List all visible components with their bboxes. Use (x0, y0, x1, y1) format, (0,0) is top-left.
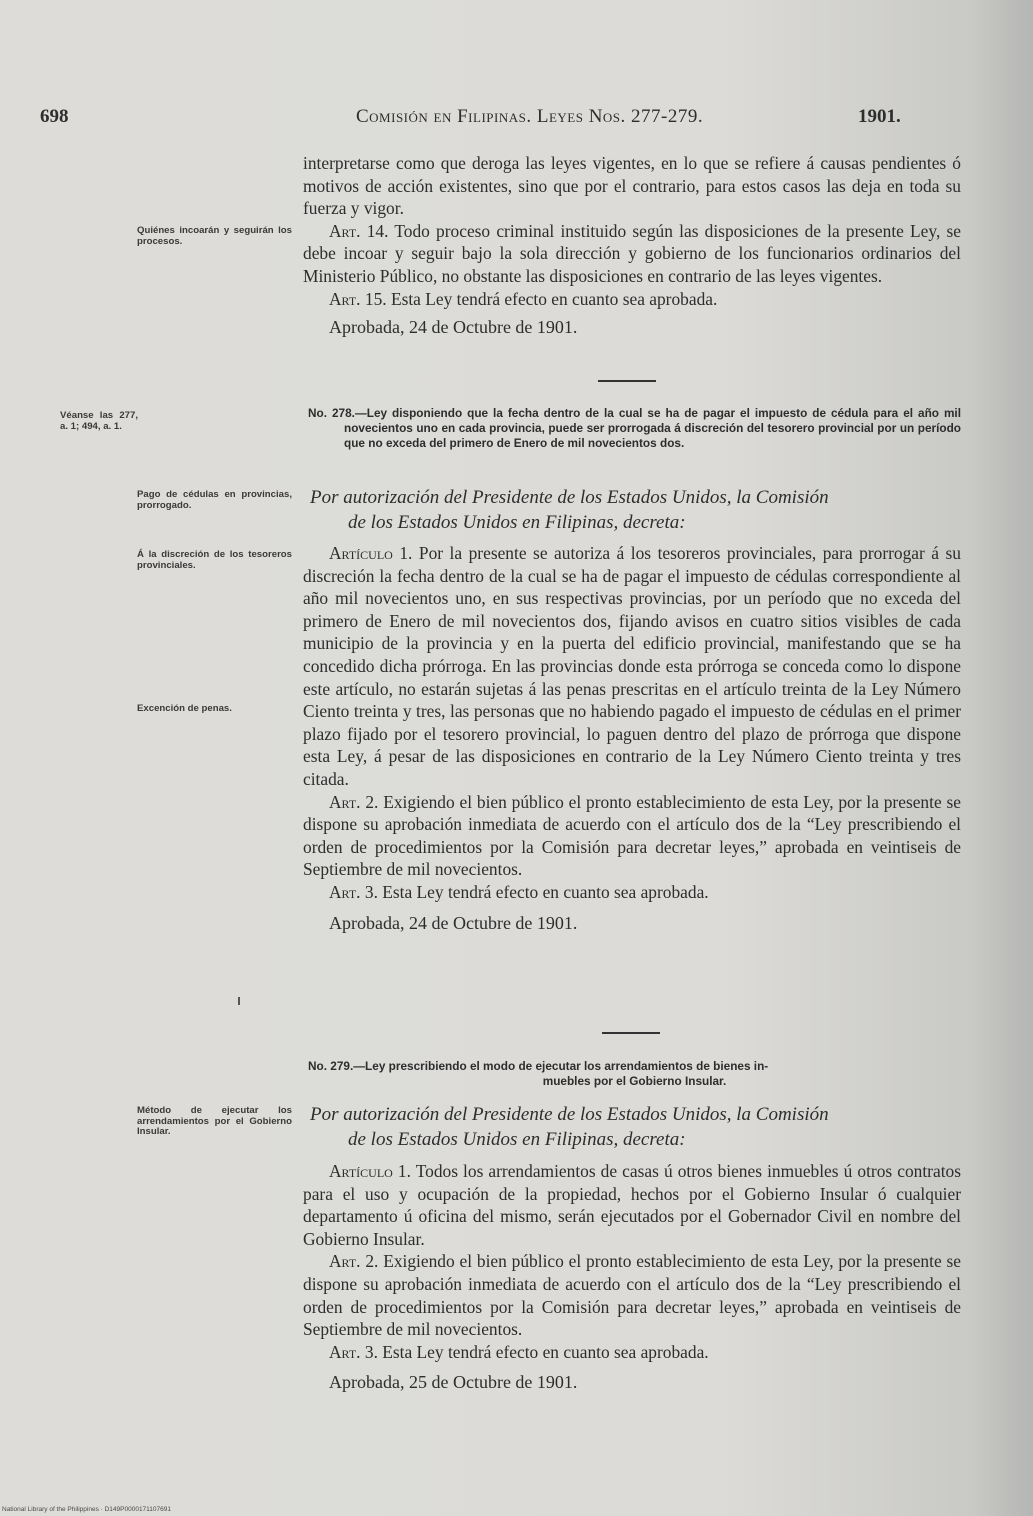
law-279-article-3-text: Esta Ley tendrá efecto en cuanto sea aprobada. (377, 1341, 709, 1362)
margin-note-excencion: Excención de penas. (137, 703, 232, 714)
running-head (40, 106, 910, 136)
margin-note-quienes: Quiénes incoarán y seguirán los procesos. (137, 225, 292, 247)
margin-note-discrecion: Á la discreción de los tesoreros provinciales. (137, 549, 292, 571)
law-279-article-1-label: Artículo 1. (329, 1161, 411, 1181)
approved-date-279: Aprobada, 25 de Octubre de 1901. (329, 1372, 578, 1393)
law-279-article-1-text: Todos los arrendamientos de casas ú otros bienes inmuebles ú otros contratos para el uso y ocupación de la propiedad, hechos por el Gobierno Insular ó cualquier departamento ú oficina del mismo, serán ejecutados por el Gobernador Civil en nombre del Gobierno Insular. (303, 1161, 961, 1249)
continuation-section (303, 152, 961, 339)
law-278-article-1-text: Por la presente se autoriza á los tesoreros provinciales, para prorrogar á su discreción la fecha dentro de la cual se ha de pagar el impuesto de cédulas correspondiente al año mil novecientos uno, en sus respectivas provincias, por un período que no exceda del primero de Enero de mil novecientos dos, fijando avisos en cuatro sitios visibles de cada municipio de la provincia y en la puerta del edificio provincial, manifestando que se ha concedido dicha prórroga. En las provincias donde esta prórroga se conceda como lo dispone este artículo, no estarán sujetas á las penas prescritas en el artículo treinta de la Ley Número Ciento treinta y tres, las personas que no habiendo pagado el impuesto de cédulas en el primer plazo fijado por el tesorero provincial, lo paguen dentro del plazo de prórroga que dispone esta Ley, á pesar de las disposiciones en contrario de la Ley Número Ciento treinta y tres citada. (303, 543, 961, 789)
law-279-enacting-clause (310, 1102, 960, 1152)
law-278-article-2-text: Exigiendo el bien público el pronto establecimiento de esta Ley, por la presente se dispone su aprobación inmediata de acuerdo con el artículo dos de la “Ley prescribiendo el orden de procedimientos por la Comisión para decretar leyes,” aprobada en veintiseis de Septiembre de mil novecientos. (303, 791, 961, 880)
section-divider-1 (598, 380, 656, 382)
law-279-article-2-text: Exigiendo el bien público el pronto establecimiento de esta Ley, por la presente se dispone su aprobación inmediata de acuerdo con el artículo dos de la “Ley prescribiendo el orden de procedimientos por la Comisión para decretar leyes,” aprobada en veintiseis de Septiembre de mil novecientos. (303, 1251, 961, 1340)
running-head-title: Comisión en Filipinas. Leyes Nos. 277-279. (356, 106, 704, 127)
margin-note-veanse: Véanse las 277, a. 1; 494, a. 1. (60, 410, 138, 432)
law-278-body (303, 542, 961, 934)
law-279-number: No. 279. (308, 1059, 354, 1073)
law-278-title (308, 406, 961, 451)
approved-date-278: Aprobada, 24 de Octubre de 1901. (329, 912, 578, 933)
law-279-title (308, 1059, 961, 1089)
law-278-article-3-text: Esta Ley tendrá efecto en cuanto sea aprobada. (377, 881, 709, 902)
law-278-title-text: —Ley disponiendo que la fecha dentro de la cual se ha de pagar el impuesto de cédula para el año mil novecientos uno en cada provincia, puede ser prorrogada á discreción del tesorero provincial por un período que no exceda del primero de Enero de mil novecientos dos. (344, 406, 961, 450)
running-head-year: 1901. (858, 106, 901, 127)
law-279-body (303, 1160, 961, 1394)
margin-note-pago: Pago de cédulas en provincias, prorrogado. (137, 489, 292, 511)
law-278-article-1 (303, 542, 961, 791)
law-279-article-3 (303, 1341, 961, 1364)
law-278-article-2 (303, 791, 961, 881)
section-divider-2 (602, 1032, 660, 1034)
law-278-number: No. 278. (308, 406, 355, 420)
approved-date-277: Aprobada, 24 de Octubre de 1901. (329, 317, 578, 338)
law-279-enact-line-2: de los Estados Unidos en Filipinas, decreta: (348, 1129, 686, 1150)
margin-note-metodo: Método de ejecutar los arrendamientos por el Gobierno Insular. (137, 1105, 292, 1138)
article-14-label: Art. 14. (329, 220, 389, 241)
law-279-article-3-label: Art. 3. (329, 1341, 378, 1362)
law-279-enact-line-1: Por autorización del Presidente de los Estados Unidos, la Comisión (310, 1104, 829, 1125)
law-278-article-2-label: Art. 2. (329, 791, 379, 812)
law-279-article-2-label: Art. 2. (329, 1251, 379, 1272)
law-278-enact-line-2: de los Estados Unidos en Filipinas, decreta: (348, 512, 686, 533)
article-14 (303, 220, 961, 288)
law-279-title-line-1 (308, 1059, 961, 1074)
law-279-article-1 (303, 1160, 961, 1250)
law-278-article-3-label: Art. 3. (329, 881, 378, 902)
article-14-text: Todo proceso criminal instituido según las disposiciones de la presente Ley, se debe incoar y seguir bajo la sola dirección y gobierno de los funcionarios ordinarios del Ministerio Público, no obstante las disposiciones en contrario de las leyes vigentes. (303, 220, 961, 286)
law-278-article-3 (303, 881, 961, 904)
law-278-enact-line-1: Por autorización del Presidente de los Estados Unidos, la Comisión (310, 487, 829, 508)
article-15 (303, 288, 961, 311)
law-278-enacting-clause (310, 485, 960, 535)
article-15-label: Art. 15. (329, 288, 387, 309)
law-279-title-line-2: muebles por el Gobierno Insular. (542, 1074, 727, 1088)
scan-speck (238, 997, 240, 1005)
article-15-text: Esta Ley tendrá efecto en cuanto sea aprobada. (386, 288, 718, 309)
law-278-article-1-label: Artículo 1. (329, 543, 413, 563)
law-279-article-2 (303, 1250, 961, 1340)
footer-credit: National Library of the Philippines · D149P0000171107691 (2, 1506, 171, 1513)
law-279-title-line-1-text: —Ley prescribiendo el modo de ejecutar los arrendamientos de bienes in- (353, 1059, 769, 1073)
page-number: 698 (40, 106, 69, 127)
continuation-paragraph: interpretarse como que deroga las leyes vigentes, en lo que se refiere á causas pendientes ó motivos de acción existentes, sino que por el contrario, para estos casos las deja en toda su fuerza y vigor. (303, 153, 961, 219)
